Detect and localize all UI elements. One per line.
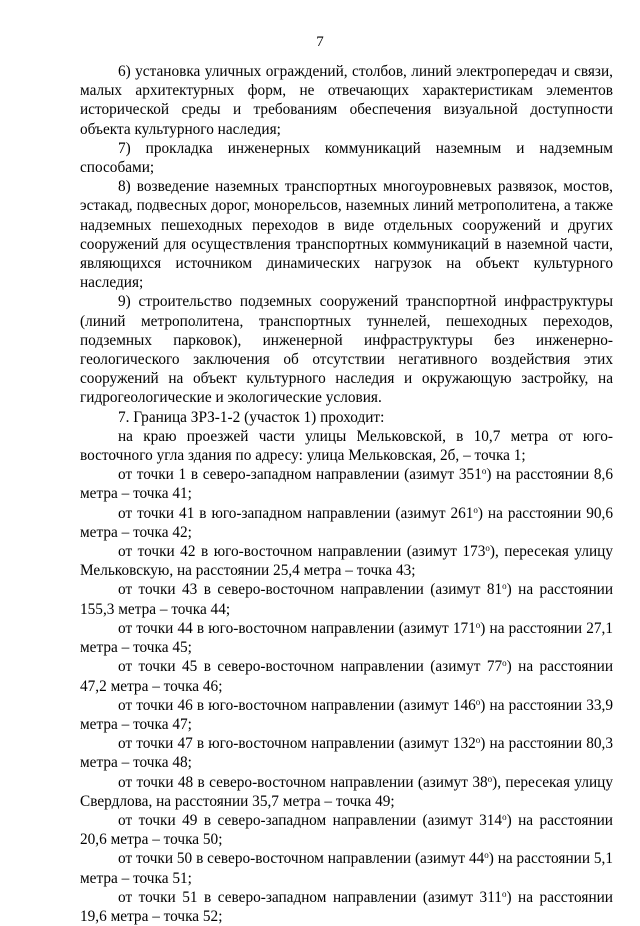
degree-mark: о bbox=[481, 466, 487, 477]
paragraph-text: от точки 41 в юго-западном направлении (азимут 261 bbox=[118, 504, 474, 522]
paragraph-text: ) на расстоянии 20,6 метра – точка 50; bbox=[80, 811, 613, 849]
paragraph-text: ) на расстоянии 27,1 метра – точка 45; bbox=[80, 619, 614, 657]
paragraph-text: ) на расстоянии 47,2 метра – точка 46; bbox=[80, 658, 614, 695]
paragraph bbox=[80, 773, 613, 811]
paragraph: 7) прокладка инженерных коммуникаций наземным и надземным способами; bbox=[80, 139, 613, 177]
paragraph-text: от точки 44 в юго-восточном направлении (азимут 171 bbox=[118, 619, 476, 637]
paragraph-text: от точки 51 в северо-западном направлении (азимут 311 bbox=[118, 888, 502, 906]
paragraph bbox=[80, 619, 613, 657]
paragraph-text: от точки 45 в северо-восточном направлении (азимут 77 bbox=[118, 658, 503, 676]
paragraph: 9) строительство подземных сооружений транспортной инфраструктуры (линий метрополитена, транспортных туннелей, пешеходных переходов, подземных парковок), инженерной инфраструктуры без инженерно-геологического заключения об отсутствии негативного воздействия этих сооружений на объект культурного наследия и окружающую застройку, на гидрогеологические и экологические условия. bbox=[80, 293, 613, 407]
paragraph bbox=[80, 849, 613, 887]
paragraph: 8) возведение наземных транспортных многоуровневых развязок, мостов, эстакад, подвесных дорог, монорельсов, наземных линий метрополитена, а также надземных пешеходных переходов в виде отдельных сооружений и других сооружений для осуществления транспортных коммуникаций в наземной части, являющихся источником динамических нагрузок на объект культурного наследия; bbox=[80, 178, 613, 292]
paragraph: на краю проезжей части улицы Мельковской, в 10,7 метра от юго-восточного угла здания по адресу: улица Мельковская, 2б, – точка 1; bbox=[80, 427, 613, 465]
paragraph bbox=[80, 542, 613, 580]
degree-mark: о bbox=[502, 581, 507, 592]
paragraph-text: от точки 50 в северо-восточном направлении (азимут 44 bbox=[118, 850, 485, 868]
degree-mark: о bbox=[473, 504, 478, 515]
paragraph bbox=[80, 811, 613, 849]
paragraph bbox=[80, 696, 613, 734]
degree-mark: о bbox=[475, 619, 481, 630]
paragraph: 6) установка уличных ограждений, столбов, линий электропередач и связи, малых архитектурных форм, не отвечающих характеристикам элементов исторической среды и требованиям обеспечения визуальной доступности объекта культурного наследия; bbox=[80, 63, 613, 138]
degree-mark: о bbox=[484, 850, 489, 861]
paragraph bbox=[80, 888, 613, 926]
degree-mark: о bbox=[475, 696, 481, 707]
paragraph-text: от точки 42 в юго-восточном направлении (азимут 173 bbox=[118, 543, 486, 561]
page-number: 7 bbox=[316, 34, 324, 50]
degree-mark: о bbox=[485, 543, 490, 554]
paragraph-text: ) на расстоянии 90,6 метра – точка 42; bbox=[80, 504, 614, 541]
paragraph-text: от точки 47 в юго-восточном направлении (азимут 132 bbox=[118, 735, 476, 753]
paragraph-text: ), пересекая улицу Мельковскую, на расстоянии 25,4 метра – точка 43; bbox=[80, 543, 614, 580]
paragraph bbox=[80, 734, 613, 772]
paragraph-text: от точки 1 в северо-западном направлении (азимут 351 bbox=[118, 466, 482, 484]
paragraph-text: от точки 46 в юго-восточном направлении (азимут 146 bbox=[118, 696, 476, 714]
paragraph bbox=[80, 504, 613, 542]
paragraph-text: ), пересекая улицу Свердлова, на расстоянии 35,7 метра – точка 49; bbox=[80, 773, 613, 810]
degree-mark: о bbox=[475, 735, 481, 746]
degree-mark: о bbox=[487, 773, 493, 784]
paragraph: 7. Граница ЗРЗ-1-2 (участок 1) проходит: bbox=[118, 408, 385, 426]
paragraph-text: ) на расстоянии 80,3 метра – точка 48; bbox=[80, 735, 614, 772]
degree-mark: о bbox=[502, 658, 507, 669]
paragraph-text: ) на расстоянии 19,6 метра – точка 52; bbox=[80, 888, 613, 925]
document-body bbox=[80, 62, 613, 926]
degree-mark: о bbox=[501, 888, 507, 899]
paragraph bbox=[80, 657, 613, 695]
paragraph-text: ) на расстоянии 5,1 метра – точка 51; bbox=[80, 850, 613, 887]
paragraph-text: ) на расстоянии 33,9 метра – точка 47; bbox=[80, 696, 614, 733]
paragraph-text: от точки 48 в северо-восточном направлении (азимут 38 bbox=[118, 773, 488, 791]
paragraph-text: ) на расстоянии 8,6 метра – точка 41; bbox=[80, 466, 613, 503]
paragraph bbox=[80, 580, 613, 618]
paragraph-text: ) на расстоянии 155,3 метра – точка 44; bbox=[80, 581, 614, 618]
degree-mark: о bbox=[502, 811, 507, 822]
paragraph bbox=[80, 465, 613, 503]
paragraph-text: от точки 49 в северо-западном направлении (азимут 314 bbox=[118, 811, 503, 829]
paragraph-text: от точки 43 в северо-восточном направлении (азимут 81 bbox=[118, 581, 503, 599]
